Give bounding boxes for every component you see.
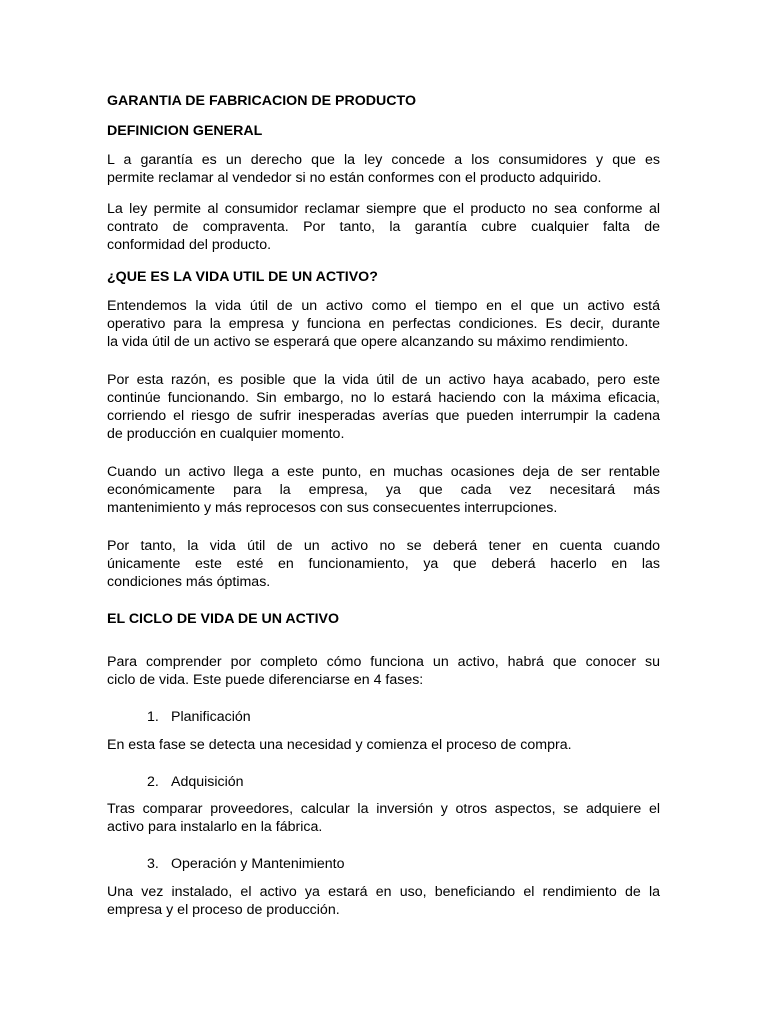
section-heading-definicion: DEFINICION GENERAL [107,123,263,139]
list-number: 3. [147,856,159,872]
paragraph-phase-2-desc [107,800,660,836]
paragraph-phase-1-desc [107,736,660,754]
text-line: permite reclamar al vendedor si no están conformes con el producto adquirido. [107,170,602,186]
list-item-phase-1 [147,708,251,726]
text-line: corriendo el riesgo de sufrir inesperadas averías que pueden interrumpir la cadena [107,408,660,424]
phase-name: Operación y Mantenimiento [171,856,345,872]
text-line: únicamente este esté en funcionamiento, ya que deberá hacerlo en las [107,556,660,572]
text-line: En esta fase se detecta una necesidad y comienza el proceso de compra. [107,737,572,753]
text-line: activo para instalarlo en la fábrica. [107,819,323,835]
phase-name: Adquisición [171,774,244,790]
text-line: de producción en cualquier momento. [107,426,345,442]
paragraph-vida-util-2 [107,371,660,443]
paragraph-phase-3-desc [107,883,660,919]
paragraph-ciclo-intro [107,653,660,689]
list-number: 2. [147,774,159,790]
list-number: 1. [147,709,159,725]
text-line: Para comprender por completo cómo funciona un activo, habrá que conocer su [107,654,660,670]
paragraph-vida-util-4 [107,537,660,591]
text-line: contrato de compraventa. Por tanto, la garantía cubre cualquier falta de [107,219,660,235]
text-line: Por tanto, la vida útil de un activo no se deberá tener en cuenta cuando [107,538,660,554]
paragraph-definicion-1 [107,151,660,187]
list-item-phase-3 [147,855,345,873]
paragraph-vida-util-1 [107,297,660,351]
text-line: La ley permite al consumidor reclamar siempre que el producto no sea conforme al [107,201,660,217]
phase-name: Planificación [171,709,251,725]
text-line: conformidad del producto. [107,237,272,253]
text-line: empresa y el proceso de producción. [107,902,340,918]
text-line: Cuando un activo llega a este punto, en muchas ocasiones deja de ser rentable [107,464,660,480]
paragraph-vida-util-3 [107,463,660,517]
section-heading-ciclo-vida: EL CICLO DE VIDA DE UN ACTIVO [107,611,340,627]
text-line: Por esta razón, es posible que la vida útil de un activo haya acabado, pero este [107,372,660,388]
text-line: L a garantía es un derecho que la ley concede a los consumidores y que es [107,152,660,168]
text-line: condiciones más óptimas. [107,574,271,590]
paragraph-definicion-2 [107,200,660,254]
text-line: ciclo de vida. Este puede diferenciarse en 4 fases: [107,672,424,688]
text-line: continúe funcionando. Sin embargo, no lo estará haciendo con la máxima eficacia, [107,390,660,406]
text-line: Tras comparar proveedores, calcular la inversión y otros aspectos, se adquiere el [107,801,660,817]
text-line: la vida útil de un activo se esperará que opere alcanzando su máximo rendimiento. [107,334,629,350]
list-item-phase-2 [147,773,244,791]
section-heading-vida-util: ¿QUE ES LA VIDA UTIL DE UN ACTIVO? [107,269,378,285]
text-line: mantenimiento y más reprocesos con sus consecuentes interrupciones. [107,500,558,516]
text-line: Entendemos la vida útil de un activo como el tiempo en el que un activo está [107,298,660,314]
document-title: GARANTIA DE FABRICACION DE PRODUCTO [107,93,416,109]
text-line: económicamente para la empresa, ya que cada vez necesitará más [107,482,660,498]
text-line: operativo para la empresa y funciona en perfectas condiciones. Es decir, durante [107,316,660,332]
text-line: Una vez instalado, el activo ya estará en uso, beneficiando el rendimiento de la [107,884,660,900]
